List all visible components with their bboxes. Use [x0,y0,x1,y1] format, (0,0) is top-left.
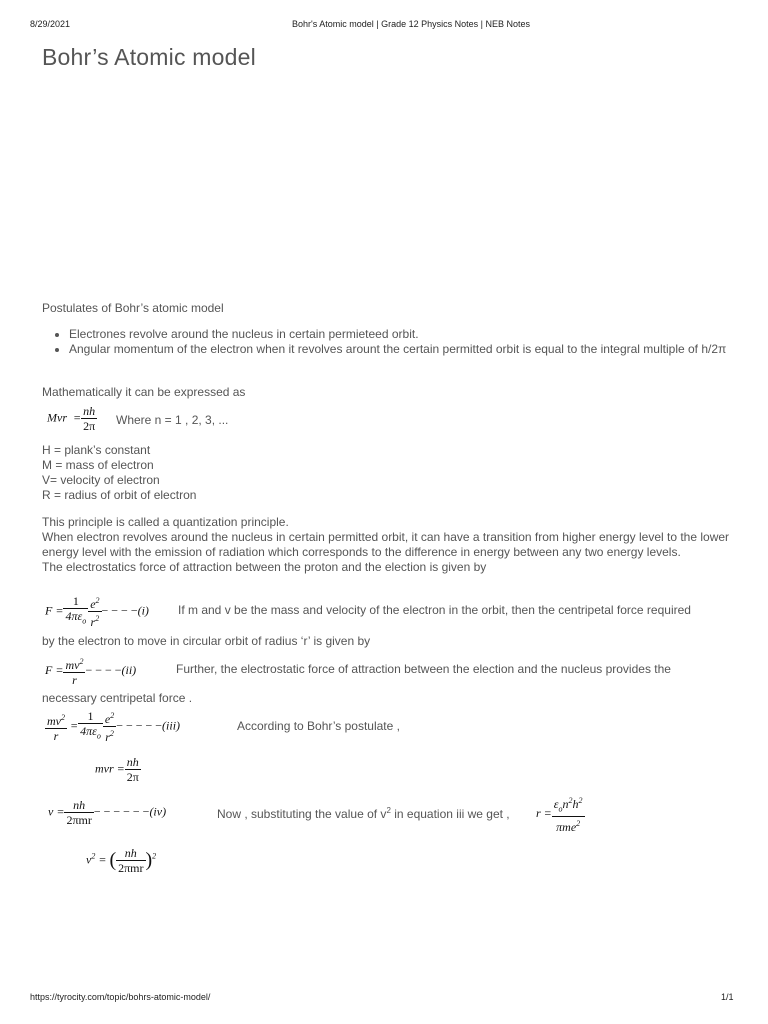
equation-ii-text: Further, the electrostatic force of attraction between the election and the nucleus provides the [176,662,671,676]
paragraph-line: This principle is called a quantization principle. [42,515,289,529]
postulates-list [42,327,759,357]
footer-page: 1/1 [721,992,734,1002]
list-item: • Angular momentum of the electron when it revolves arount the certain permitted orbit is equal to the integral multiple of h/2π [69,342,759,357]
equation-i-continuation: by the electron to move in circular orbit of radius ‘r’ is given by [42,634,371,648]
equation-ii-continuation: necessary centripetal force . [42,691,193,705]
equation-iv-text-a: Now , substituting the value of v [217,807,387,821]
equation-ii: F = $\frac{mv^2}{r}$ − − − −(ii) [45,657,137,687]
header-title: Bohr's Atomic model | Grade 12 Physics Notes | NEB Notes [292,19,530,29]
list-item: • Electrones revolve around the nucleus in certain permieteed orbit. [69,327,759,342]
equation-i-text: If m and v be the mass and velocity of the electron in the orbit, then the centripetal force required [178,603,691,617]
equation-iv-text-b: in equation iii we get , [390,807,510,821]
equation-radius: r = $\frac{\varepsilon_on^2h^2}{\pi me^2}$ [536,796,583,835]
definition-r: R = radius of orbit of electron [42,488,197,502]
explanation-paragraph [42,515,732,575]
equation-mvr: mvr = $\frac{nh}{2\pi}$ [95,755,139,784]
paragraph-line: The electrostatics force of attraction between the proton and the election is given by [42,560,487,574]
equation-iv-text: Now , substituting the value of $v^2$ in equation iii we get , [217,806,510,821]
paragraph-line: When electron revolves around the nucleus in certain permitted orbit, it can have a transition from higher energy level to the lower energy level with the emission of radiation which corresponds to the difference in energy between any two energy levels. [42,530,730,559]
where-text: Where n = 1 , 2, 3, ... [116,413,229,427]
definitions [42,443,196,503]
definition-m: M = mass of electron [42,458,154,472]
equation-i: F = $\frac{1}{4\pi\varepsilon_o}$ $\frac{e^2}{r^2}$ − − − −(i) [45,594,149,629]
header-date: 8/29/2021 [30,19,71,29]
page-title: Bohr’s Atomic model [42,44,256,70]
equation-iii: $\frac{mv^2}{r}$ = $\frac{1}{4\pi\varepsilon_o}$ $\frac{e^2}{r^2}$ − − − − −(iii) [47,709,181,744]
definition-v: V= velocity of electron [42,473,160,487]
footer-url: https://tyrocity.com/topic/bohrs-atomic-model/ [30,992,211,1002]
definition-h: H = plank’s constant [42,443,151,457]
equation-iv: v = $\frac{nh}{\text{2πmr}}$ − − − − − −(iv) [48,798,167,827]
equation-v-squared: $v^2$ = ( $\frac{nh}{\text{2πmr}}$ )$^2$ [86,846,157,875]
equation-quantization: Mvr = $\frac{nh}{2\pi}$ [47,404,96,433]
postulates-heading: Postulates of Bohr’s atomic model [42,301,224,315]
equation-iii-text: According to Bohr’s postulate , [237,719,400,733]
math-intro: Mathematically it can be expressed as [42,385,246,399]
